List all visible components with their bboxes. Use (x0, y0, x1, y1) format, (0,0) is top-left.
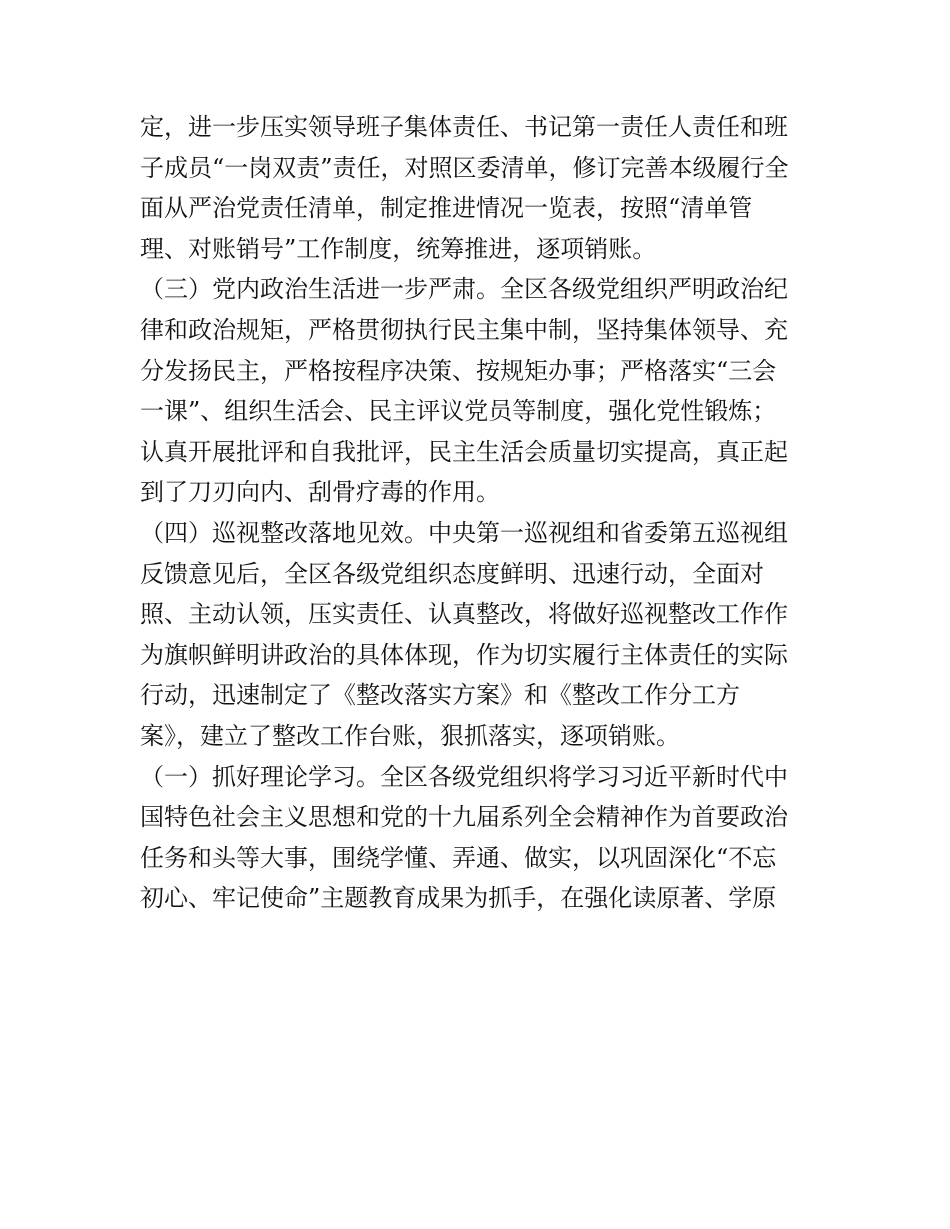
text-line: 任务和头等大事，围绕学懂、弄通、做实，以巩固深化“不忘 (140, 843, 777, 872)
text-line: 到了刀刃向内、刮骨疗毒的作用。 (140, 478, 500, 507)
text-line: 行动，迅速制定了《整改落实方案》和《整改工作分工方 (140, 681, 740, 710)
text-line: 初心、牢记使命”主题教育成果为抓手，在强化读原著、学原 (140, 884, 777, 913)
text-line: 国特色社会主义思想和党的十九届系列全会精神作为首要政治 (140, 803, 788, 832)
text-line: 反馈意见后，全区各级党组织态度鲜明、迅速行动，全面对 (140, 559, 764, 588)
text-line: （一）抓好理论学习。全区各级党组织将学习习近平新时代中 (140, 762, 788, 791)
text-line: 照、主动认领，压实责任、认真整改，将做好巡视整改工作作 (140, 600, 788, 629)
text-line: 理、对账销号”工作制度，统筹推进，逐项销账。 (140, 234, 657, 263)
text-line: 律和政治规矩，严格贯彻执行民主集中制，坚持集体领导、充 (140, 315, 788, 344)
text-line: 认真开展批评和自我批评，民主生活会质量切实提高，真正起 (140, 437, 788, 466)
text-line: 定，进一步压实领导班子集体责任、书记第一责任人责任和班 (140, 113, 788, 141)
text-line: 分发扬民主，严格按程序决策、按规矩办事；严格落实“三会 (140, 356, 777, 385)
document-body (140, 107, 820, 919)
text-line: 案》，建立了整改工作台账，狠抓落实，逐项销账。 (140, 721, 680, 750)
text-line: 面从严治党责任清单，制定推进情况一览表，按照“清单管 (140, 194, 753, 223)
text-line: 为旗帜鲜明讲政治的具体体现，作为切实履行主体责任的实际 (140, 640, 788, 669)
text-line: （四）巡视整改落地见效。中央第一巡视组和省委第五巡视组 (140, 518, 788, 547)
text-line: 子成员“一岗双责”责任，对照区委清单，修订完善本级履行全 (140, 153, 789, 182)
text-line: （三）党内政治生活进一步严肃。全区各级党组织严明政治纪 (140, 275, 788, 304)
text-line: 一课”、组织生活会、民主评议党员等制度，强化党性锻炼； (140, 397, 777, 426)
